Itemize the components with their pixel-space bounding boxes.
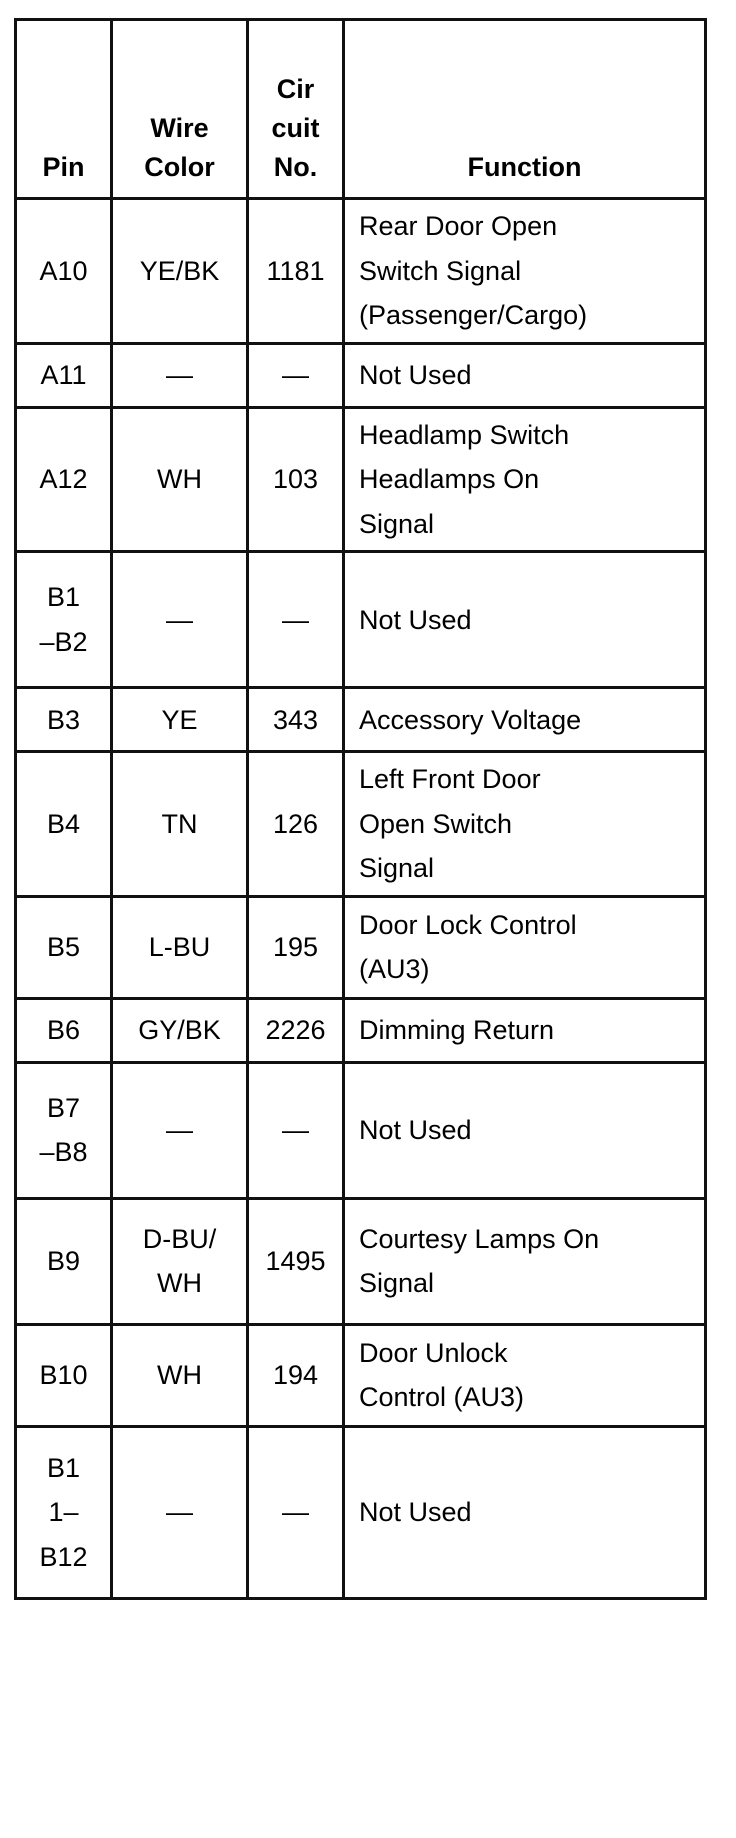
pin-cell-line: 1– [48, 1497, 79, 1528]
pin-cell-line: B6 [46, 1015, 81, 1046]
pin-cell [16, 552, 112, 688]
wire-color-cell-line: WH [157, 1360, 202, 1391]
circuit-no-cell-value: 194 [272, 1360, 319, 1391]
wire-color-cell [112, 1324, 248, 1426]
function-cell [344, 688, 706, 752]
pin-cell [16, 752, 112, 897]
circuit-no-cell [248, 1062, 344, 1198]
table-row [16, 998, 706, 1062]
wire-color-cell-line: TN [161, 808, 198, 839]
function-cell [344, 1062, 706, 1198]
connector-pinout-table [14, 18, 707, 1600]
table-row [16, 552, 706, 688]
circuit-no-cell [248, 896, 344, 998]
pin-cell [16, 998, 112, 1062]
table-row [16, 1324, 706, 1426]
pin-cell [16, 1198, 112, 1324]
function-cell [344, 752, 706, 897]
header-pin [16, 20, 112, 199]
circuit-no-cell-value: — [282, 604, 309, 635]
function-cell-line: Dimming Return [359, 1015, 555, 1046]
function-cell-line: Open Switch [359, 808, 513, 839]
circuit-no-cell-value: — [282, 1497, 309, 1528]
pin-cell-line: B1 [46, 582, 81, 613]
pin-cell [16, 407, 112, 552]
function-cell-line: Accessory Voltage [359, 704, 582, 735]
wire-color-cell-line: YE/BK [139, 255, 220, 286]
wire-color-cell-line: — [166, 1497, 193, 1528]
function-cell-line: (AU3) [359, 954, 430, 985]
pin-cell-line: B3 [46, 704, 81, 735]
wire-color-cell-line: — [166, 359, 193, 390]
table-row [16, 1426, 706, 1598]
pin-cell [16, 199, 112, 344]
pin-cell-line: –B2 [39, 626, 88, 657]
circuit-no-cell-value: 126 [272, 808, 319, 839]
circuit-no-cell [248, 752, 344, 897]
function-cell-line: (Passenger/Cargo) [359, 300, 588, 331]
function-cell [344, 896, 706, 998]
wire-color-cell-line: GY/BK [138, 1015, 221, 1046]
circuit-no-cell [248, 998, 344, 1062]
wire-color-cell-line: — [166, 1115, 193, 1146]
pin-cell [16, 1062, 112, 1198]
wire-color-cell-line: WH [157, 464, 202, 495]
header-circuit-line: Cir [276, 73, 315, 104]
header-circuit-line: No. [273, 151, 318, 182]
header-wire-color [112, 20, 248, 199]
header-circuit-line: cuit [271, 112, 320, 143]
wire-color-cell [112, 199, 248, 344]
function-cell [344, 1426, 706, 1598]
header-wire-color-line: Color [144, 151, 215, 182]
wire-color-cell-line: YE [161, 704, 198, 735]
wire-color-cell [112, 552, 248, 688]
circuit-no-cell [248, 343, 344, 407]
wire-color-cell [112, 688, 248, 752]
header-wire-color-line: Wire [150, 112, 209, 143]
function-cell [344, 199, 706, 344]
pin-cell [16, 1324, 112, 1426]
wire-color-cell [112, 752, 248, 897]
function-cell-line: Door Unlock [359, 1337, 508, 1368]
function-cell-line: Left Front Door [359, 764, 541, 795]
header-circuit-no [248, 20, 344, 199]
wire-color-cell [112, 1198, 248, 1324]
wire-color-cell [112, 998, 248, 1062]
circuit-no-cell-value: 2226 [265, 1015, 326, 1046]
table-row [16, 407, 706, 552]
function-cell-line: Door Lock Control [359, 909, 577, 940]
pin-cell [16, 896, 112, 998]
wire-color-cell-line: D-BU/ [142, 1223, 217, 1254]
pin-cell-line: B1 [46, 1452, 81, 1483]
header-pin-label: Pin [42, 151, 85, 182]
circuit-no-cell [248, 552, 344, 688]
function-cell-line: Control (AU3) [359, 1382, 525, 1413]
function-cell-line: Signal [359, 1268, 435, 1299]
wire-color-cell-line: L-BU [148, 932, 211, 963]
circuit-no-cell [248, 1198, 344, 1324]
pin-cell-line: A12 [39, 464, 88, 495]
pin-cell-line: B12 [39, 1541, 88, 1572]
circuit-no-cell-value: 103 [272, 464, 319, 495]
function-cell [344, 407, 706, 552]
header-function-label: Function [467, 151, 582, 182]
function-cell-line: Signal [359, 508, 435, 539]
circuit-no-cell-value: — [282, 359, 309, 390]
table-row [16, 1062, 706, 1198]
pin-cell-line: A10 [39, 255, 88, 286]
circuit-no-cell-value: 343 [272, 704, 319, 735]
pin-cell-line: B9 [46, 1246, 81, 1277]
function-cell [344, 1324, 706, 1426]
table-row [16, 1198, 706, 1324]
circuit-no-cell-value: 1495 [265, 1246, 326, 1277]
header-row [16, 20, 706, 199]
pin-cell [16, 1426, 112, 1598]
circuit-no-cell-value: 1181 [266, 255, 325, 286]
wire-color-cell-line: — [166, 604, 193, 635]
pin-cell-line: A11 [40, 359, 87, 390]
circuit-no-cell [248, 407, 344, 552]
pin-cell-line: –B8 [39, 1137, 88, 1168]
function-cell [344, 552, 706, 688]
circuit-no-cell-value: 195 [272, 932, 319, 963]
function-cell-line: Headlamps On [359, 464, 540, 495]
header-function [344, 20, 706, 199]
function-cell-line: Signal [359, 853, 435, 884]
circuit-no-cell [248, 1324, 344, 1426]
function-cell [344, 343, 706, 407]
table-row [16, 343, 706, 407]
function-cell-line: Not Used [359, 604, 472, 635]
wire-color-cell [112, 343, 248, 407]
table-row [16, 896, 706, 998]
table-row [16, 752, 706, 897]
function-cell [344, 1198, 706, 1324]
function-cell-line: Not Used [359, 1497, 472, 1528]
circuit-no-cell-value: — [282, 1115, 309, 1146]
function-cell-line: Courtesy Lamps On [359, 1223, 600, 1254]
function-cell-line: Not Used [359, 1115, 472, 1146]
wire-color-cell [112, 1062, 248, 1198]
function-cell-line: Rear Door Open [359, 211, 558, 241]
circuit-no-cell [248, 199, 344, 344]
table-body [16, 199, 706, 1599]
pin-cell-line: B10 [39, 1360, 88, 1391]
table-row [16, 199, 706, 344]
pin-cell-line: B4 [46, 808, 81, 839]
function-cell-line: Switch Signal [359, 255, 522, 286]
pin-cell-line: B5 [46, 932, 81, 963]
wire-color-cell-line: WH [157, 1268, 202, 1299]
table-row [16, 688, 706, 752]
function-cell [344, 998, 706, 1062]
pin-cell [16, 688, 112, 752]
circuit-no-cell [248, 688, 344, 752]
pin-cell-line: B7 [46, 1092, 81, 1123]
circuit-no-cell [248, 1426, 344, 1598]
function-cell-line: Headlamp Switch [359, 419, 570, 450]
wire-color-cell [112, 1426, 248, 1598]
wire-color-cell [112, 407, 248, 552]
wire-color-cell [112, 896, 248, 998]
pin-cell [16, 343, 112, 407]
function-cell-line: Not Used [359, 359, 472, 390]
